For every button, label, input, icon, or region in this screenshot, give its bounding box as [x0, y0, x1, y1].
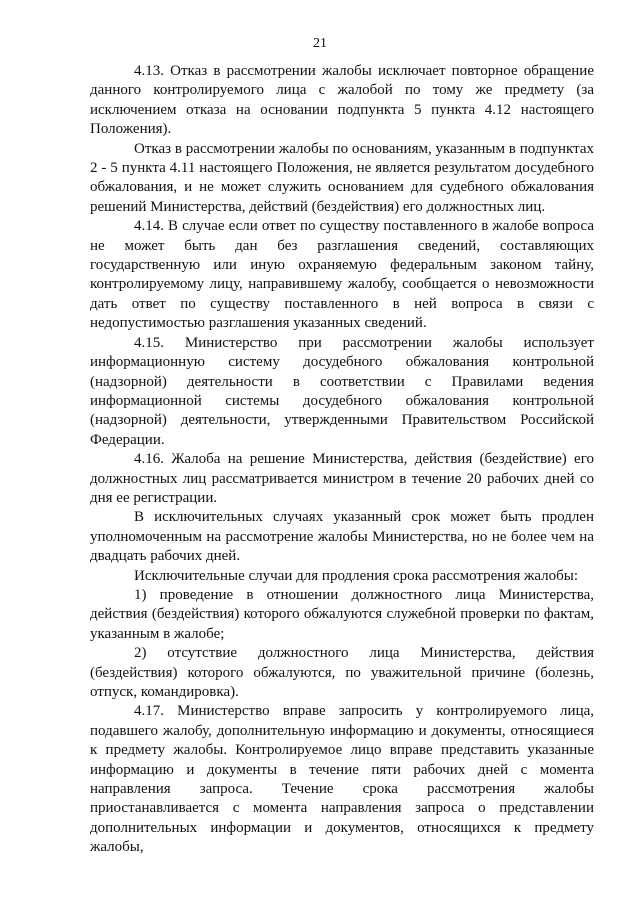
paragraph-4-17: 4.17. Министерство вправе запросить у контролируемого лица, подавшего жалобу, дополнительную информацию и документы, относящиеся к предмету жалобы. Контролируемое лицо вправе представить указанные информацию и документы в течение пяти рабочих дней с момента направления запроса. Течение срока рассмотрения жалобы приостанавливается с момента направления запроса о представлении дополнительных информации и документов, относящихся к предмету жалобы,: [90, 703, 594, 856]
page-number: 21: [313, 36, 327, 51]
paragraph-refusal-grounds: Отказ в рассмотрении жалобы по основаниям, указанным в подпунктах 2 - 5 пункта 4.11 настоящего Положения, не является результатом досудебного обжалования, и не может служить основанием для судебного обжалования решений Министерства, действий (бездействия) его должностных лиц.: [90, 140, 594, 215]
paragraph-extension: В исключительных случаях указанный срок может быть продлен уполномоченным на рассмотрение жалобы Министерства, но не более чем на двадцать рабочих дней.: [90, 509, 594, 565]
list-item-2: 2) отсутствие должностного лица Министерства, действия (бездействия) которого обжалуются, по уважительной причине (болезнь, отпуск, командировка).: [90, 645, 594, 700]
document-body: [90, 62, 594, 858]
paragraph-4-16: 4.16. Жалоба на решение Министерства, действия (бездействие) его должностных лиц рассматривается министром в течение 20 рабочих дней со дня ее регистрации.: [90, 451, 594, 506]
paragraph-4-15: 4.15. Министерство при рассмотрении жалобы использует информационную систему досудебного обжалования контрольной (надзорной) деятельности в соответствии с Правилами ведения информационной системы досудебного обжалования контрольной (надзорной) деятельности, утвержденными Правительством Российской Федерации.: [90, 334, 594, 448]
paragraph-4-13: 4.13. Отказ в рассмотрении жалобы исключает повторное обращение данного контролируемого лица с жалобой по тому же предмету (за исключением отказа на основании подпункта 5 пункта 4.12 настоящего Положения).: [90, 63, 594, 138]
paragraph-4-14: 4.14. В случае если ответ по существу поставленного в жалобе вопроса не может быть дан без разглашения сведений, составляющих государственную или иную охраняемую федеральным законом тайну, контролируемому лицу, направившему жалобу, сообщается о невозможности дать ответ по существу поставленного в ней вопроса в связи с недопустимостью разглашения указанных сведений.: [90, 218, 594, 332]
paragraph-exceptional-cases: Исключительные случаи для продления срока рассмотрения жалобы:: [134, 567, 578, 584]
list-item-1: 1) проведение в отношении должностного лица Министерства, действия (бездействия) которого обжалуются служебной проверки по фактам, указанным в жалобе;: [90, 586, 594, 642]
